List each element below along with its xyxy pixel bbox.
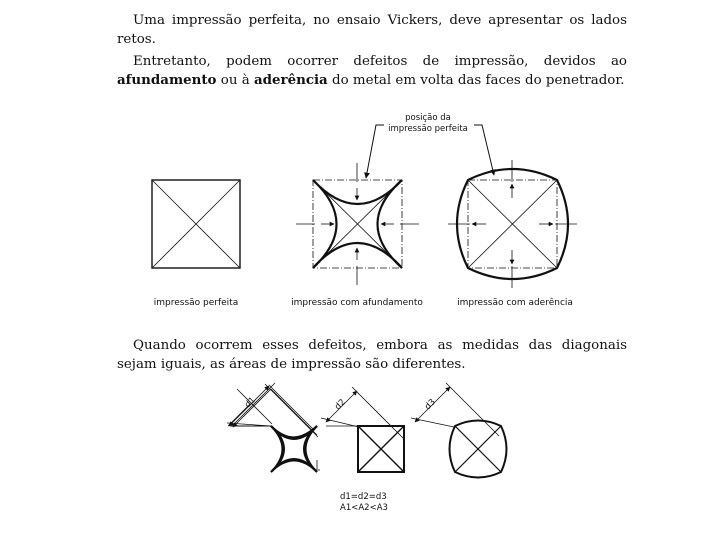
sinking-impression-shape (296, 163, 419, 285)
paragraph-intro-text: Uma impressão perfeita, no ensaio Vickers, deve apresentar os lados retos. (117, 13, 627, 47)
keyword-afundamento: afundamento (117, 72, 217, 88)
diagram-d3 (423, 397, 506, 477)
label-d1: d1 (243, 395, 258, 411)
relation-diagonals: d1=d2=d3 (340, 492, 387, 502)
figure-diagonal-comparison (226, 383, 507, 513)
caption-adherence: impressão com aderência (457, 298, 573, 308)
dimension-lines (228, 383, 450, 472)
perfect-impression-shape (152, 180, 240, 268)
callout-arrow-left (366, 125, 384, 178)
diagram-d2 (326, 397, 404, 472)
caption-perfect: impressão perfeita (153, 298, 239, 308)
paragraph-defects-text-3: do metal em volta das faces do penetrador. (327, 73, 625, 88)
relation-areas: A1<A2<A3 (340, 503, 388, 513)
figure-impression-types (152, 113, 577, 308)
paragraph-areas-text: Quando ocorrem esses defeitos, embora as medidas das diagonais sejam iguais, as áreas de impressão são diferentes. (117, 338, 627, 372)
paragraph-defects-text-2: ou à (220, 73, 254, 88)
diagram-d1 (231, 389, 320, 472)
adherence-impression-shape (448, 160, 577, 288)
callout-arrow-right (474, 125, 494, 175)
label-d2: d2 (333, 397, 348, 413)
paragraph-defects-text-1: Entretanto, podem ocorrer defeitos de impressão, devidos ao (133, 54, 627, 69)
caption-sinking: impressão com afundamento (291, 298, 423, 308)
keyword-aderencia: aderência (253, 72, 328, 88)
callout-text-line1: posição da (405, 113, 451, 123)
callout-text-line2: impressão perfeita (388, 124, 468, 134)
label-d3: d3 (423, 397, 438, 413)
